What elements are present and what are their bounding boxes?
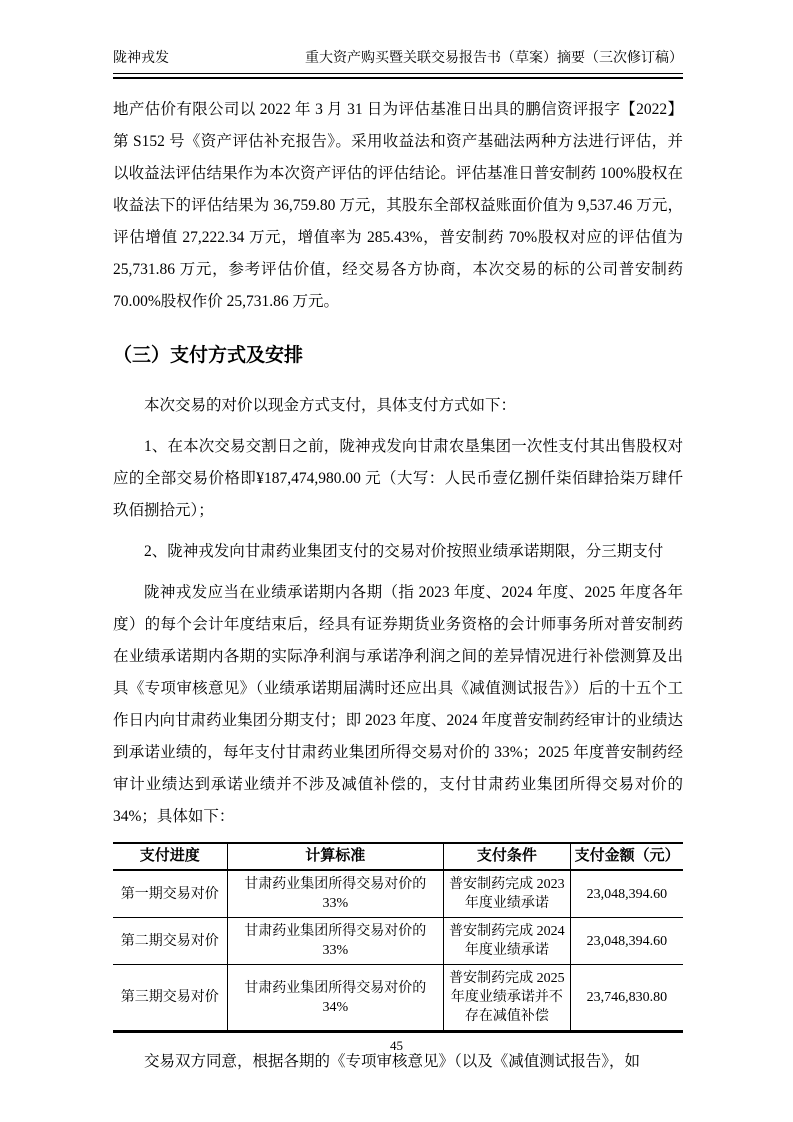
paragraph-payment-item-1: 1、在本次交易交割日之前，陇神戎发向甘肃农垦集团一次性支付其出售股权对应的全部交易价格即¥187,474,980.00 元（大写：人民币壹亿捌仟柒佰肆拾柒万肆仟玖佰捌拾元）； [113, 438, 683, 519]
table-row [113, 870, 683, 918]
table-row [113, 918, 683, 965]
paragraph-payment-schedule: 陇神戎发应当在业绩承诺期内各期（指 2023 年度、2024 年度、2025 年度各年度）的每个会计年度结束后，经具有证券期货业务资格的会计师事务所对普安制药在业绩承诺期内各期的实际净利润与承诺净利润之间的差异情况进行补偿测算及出具《专项审核意见》（业绩承诺期届满时还应出具《减值测试报告》）后的十五个工作日内向甘肃药业集团分期支付；即 2023 年度、2024 年度普安制药经审计的业绩达到承诺业绩的，每年支付甘肃药业集团所得交易对价的 33%；2025 年度普安制药经审计业绩达到承诺业绩并不涉及减值补偿的，支付甘肃药业集团所得交易对价的 34%；具体如下： [113, 584, 683, 825]
payment-schedule-table [113, 842, 683, 1033]
paragraph-payment-intro: 本次交易的对价以现金方式支付，具体支付方式如下： [144, 397, 517, 414]
table-header-payment-condition: 支付条件 [444, 843, 571, 870]
table-header-row [113, 843, 683, 870]
table-header-calc-standard: 计算标准 [227, 843, 444, 870]
paragraph-payment-item-2: 2、陇神戎发向甘肃药业集团支付的交易对价按照业绩承诺期限，分三期支付 [144, 543, 664, 560]
table-cell-stage: 第二期交易对价 [113, 918, 227, 965]
header-rule [113, 73, 683, 79]
table-cell-condition: 普安制药完成 2024 年度业绩承诺 [444, 918, 571, 965]
table-cell-standard: 甘肃药业集团所得交易对价的 33% [227, 918, 444, 965]
paragraph-after-table: 交易双方同意，根据各期的《专项审核意见》（以及《减值测试报告》，如 [144, 1053, 641, 1070]
page-number: 45 [390, 1038, 403, 1053]
page-header [113, 50, 683, 73]
table-cell-amount: 23,746,830.80 [570, 965, 683, 1032]
table-cell-standard: 甘肃药业集团所得交易对价的 34% [227, 965, 444, 1032]
table-cell-condition: 普安制药完成 2025 年度业绩承诺并不存在减值补偿 [444, 965, 571, 1032]
table-cell-amount: 23,048,394.60 [570, 870, 683, 918]
header-report-title: 重大资产购买暨关联交易报告书（草案）摘要（三次修订稿） [305, 51, 683, 66]
table-header-payment-stage: 支付进度 [113, 843, 227, 870]
table-cell-condition: 普安制药完成 2023 年度业绩承诺 [444, 870, 571, 918]
table-cell-amount: 23,048,394.60 [570, 918, 683, 965]
header-company-name: 陇神戎发 [113, 51, 169, 66]
table-cell-standard: 甘肃药业集团所得交易对价的 33% [227, 870, 444, 918]
table-header-payment-amount: 支付金额（元） [570, 843, 683, 870]
section-heading-payment: （三）支付方式及安排 [113, 345, 304, 366]
table-row [113, 965, 683, 1032]
table-cell-stage: 第一期交易对价 [113, 870, 227, 918]
paragraph-valuation: 地产估价有限公司以 2022 年 3 月 31 日为评估基准日出具的鹏信资评报字【2022】第 S152 号《资产评估补充报告》。采用收益法和资产基础法两种方法进行评估，并以收益法评估结果作为本次资产评估的评估结论。评估基准日普安制药 100%股权在收益法下的评估结果为 36,759.80 万元，其股东全部权益账面价值为 9,537.46 万元，评估增值 27,222.34 万元，增值率为 285.43%，普安制药 70%股权对应的评估值为 25,731.86 万元，参考评估价值，经交易各方协商，本次交易的标的公司普安制药 70.00%股权作价 25,731.86 万元。 [113, 101, 683, 310]
table-cell-stage: 第三期交易对价 [120, 990, 219, 1005]
